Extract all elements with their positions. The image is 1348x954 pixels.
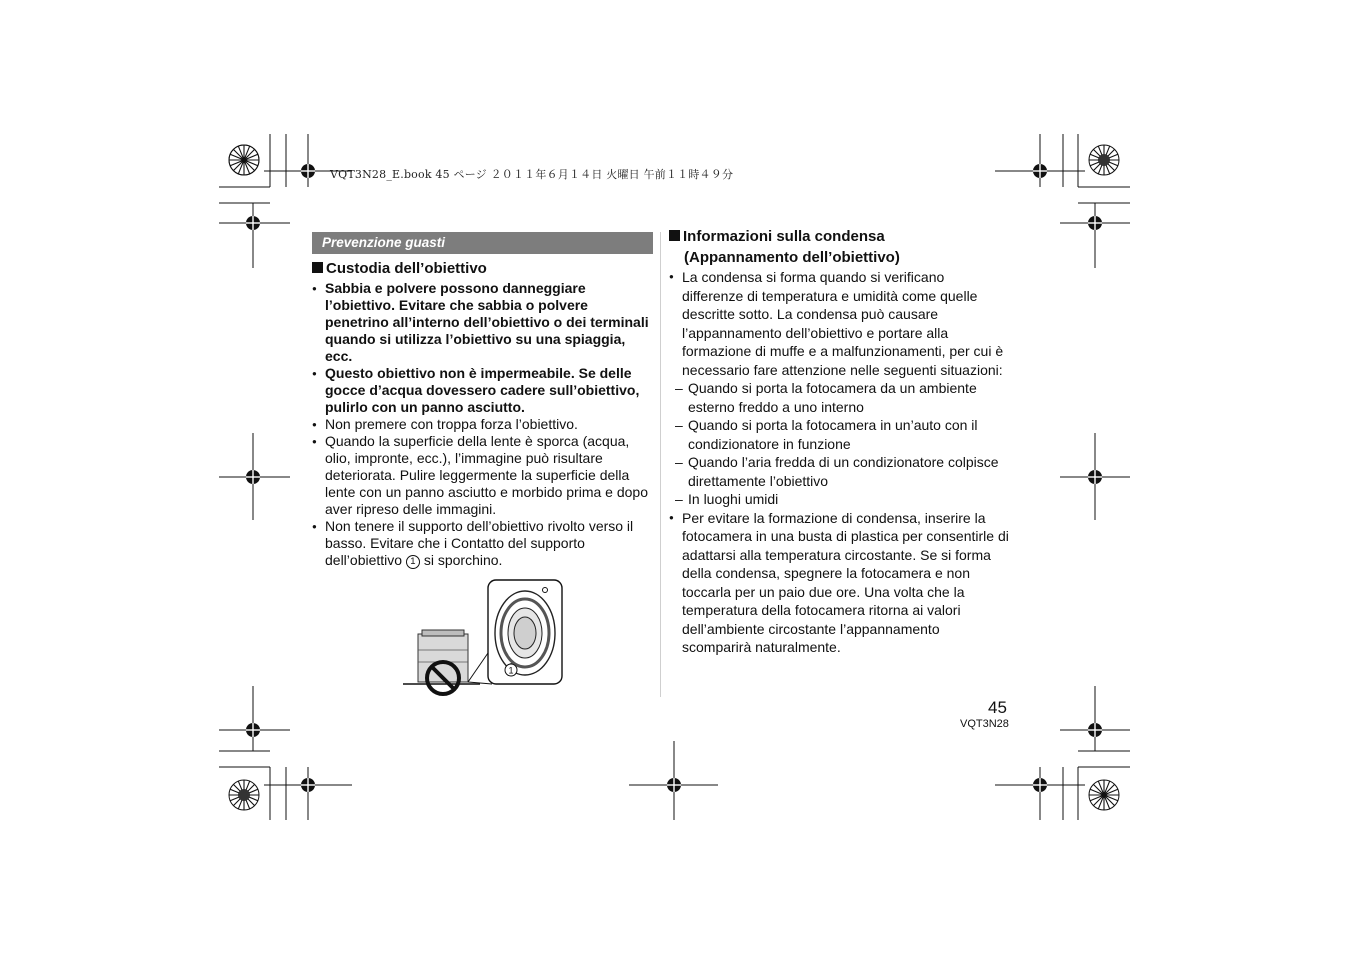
figure-callout: 1: [508, 665, 514, 676]
page-number: 45: [988, 698, 1007, 717]
right-heading-line2: (Appannamento dell’obiettivo): [684, 249, 900, 266]
list-item: ● Quando la superficie della lente è sporca (acqua, olio, impronte, ecc.), l’immagine può risultare deteriorata. Pulire leggermente la superficie della lente con un panno asciutto e morbido prima e dopo aver ripreso delle immagini.: [312, 433, 652, 518]
right-heading: [669, 228, 885, 245]
left-bullet-list: [312, 280, 652, 569]
right-heading-line1: Informazioni sulla condensa: [683, 228, 885, 245]
list-item: [312, 518, 652, 569]
column-divider: [660, 232, 661, 697]
dash-item: – Quando l’aria fredda di un condizionatore colpisce direttamente l’obiettivo: [675, 453, 1009, 490]
left-heading: [312, 260, 487, 277]
list-item: ● Per evitare la formazione di condensa, inserire la fotocamera in una busta di plastica per consentirle di adattarsi alla temperatura circostante. Se si forma della condensa, spegnere la fotocamera e non toccarla per un paio due ore. Una volta che la temperatura della fotocamera ritorna ai valori dell’ambiente circostante l’appannamento scomparirà naturalmente.: [669, 509, 1009, 657]
print-header: VQT3N28_E.book 45 ページ ２０１１年６月１４日 火曜日 午前１１時４９分: [330, 168, 734, 181]
dash-item: – In luoghi umidi: [675, 490, 1009, 509]
list-item: ● Non premere con troppa forza l’obiettivo.: [312, 416, 652, 433]
square-bullet-icon: [669, 230, 680, 241]
dash-item: – Quando si porta la fotocamera da un ambiente esterno freddo a uno interno: [675, 379, 1009, 416]
callout-number: 1: [406, 555, 420, 569]
section-title: Prevenzione guasti: [322, 235, 446, 250]
left-heading-text: Custodia dell’obiettivo: [326, 260, 487, 277]
model-code: VQT3N28: [960, 718, 1009, 730]
list-item: ● La condensa si forma quando si verificano differenze di temperatura e umidità come quelle descritte sotto. La condensa può causare l’appannamento dell’obiettivo e portare alla formazione di muffe e a malfunzionamenti, per cui è necessario fare attenzione nelle seguenti situazioni:: [669, 268, 1009, 379]
list-item-text: Non tenere il supporto dell’obiettivo rivolto verso il basso. Evitare che i Contatto del supporto dell’obiettivo: [325, 518, 634, 568]
list-item-text-end: si sporchino.: [423, 552, 503, 568]
section-title-bar: [312, 232, 653, 254]
lens-illustration: [400, 578, 566, 698]
dash-item: – Quando si porta la fotocamera in un’auto con il condizionatore in funzione: [675, 416, 1009, 453]
square-bullet-icon: [312, 262, 323, 273]
list-item: ● Questo obiettivo non è impermeabile. Se delle gocce d’acqua dovessero cadere sull’obiettivo, pulirlo con un panno asciutto.: [312, 365, 652, 416]
right-content: [669, 268, 1009, 657]
list-item: ● Sabbia e polvere possono danneggiare l’obiettivo. Evitare che sabbia o polvere penetrino all’interno dell’obiettivo o dei terminali quando si utilizza l’obiettivo su una spiaggia, ecc.: [312, 280, 652, 365]
